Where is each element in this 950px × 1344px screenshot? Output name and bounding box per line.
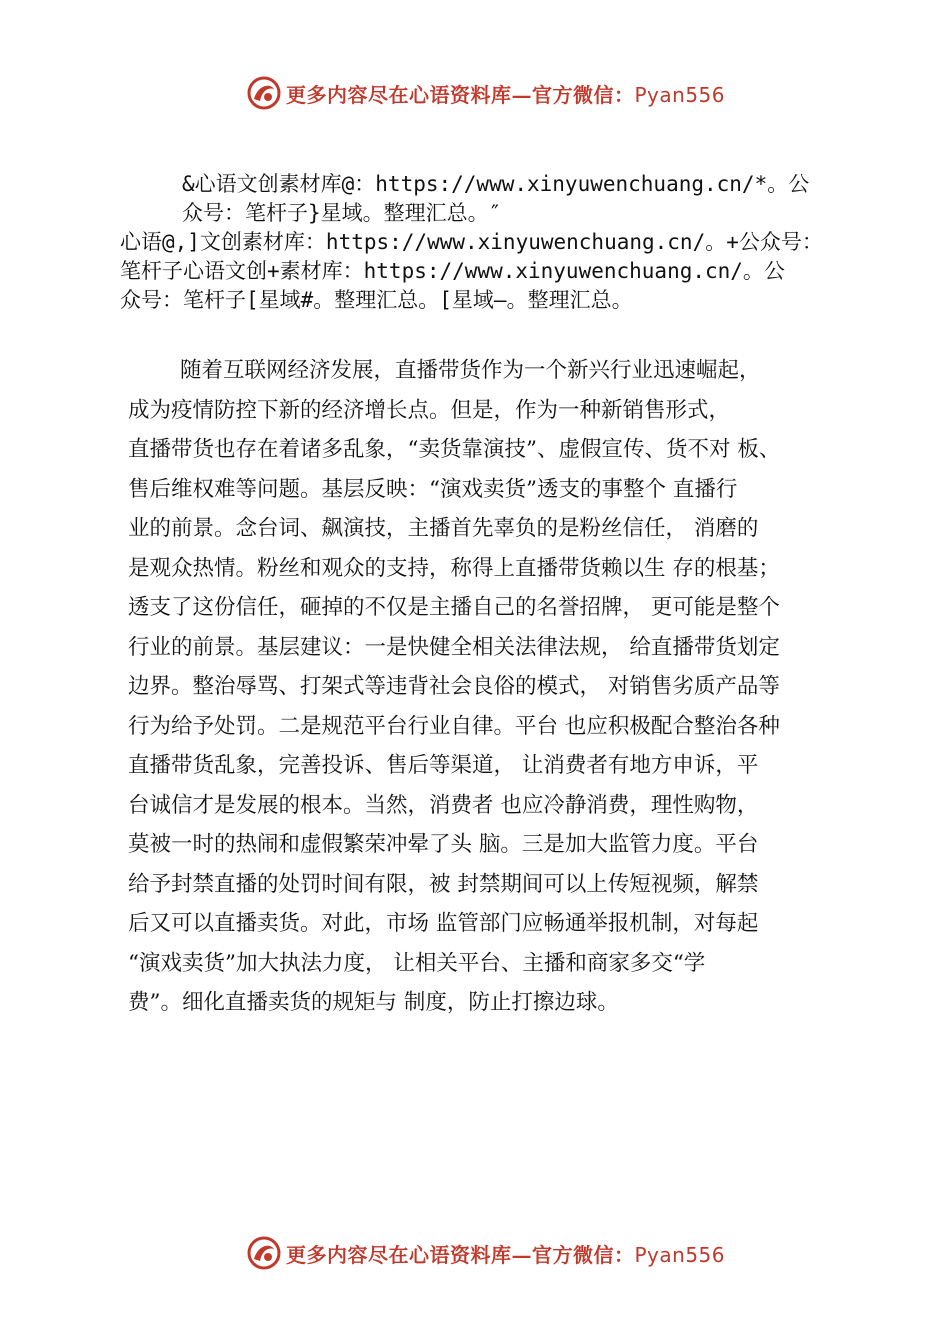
watermark-line: 心语@,]文创素材库：https://www.xinyuwenchuang.cn/。+公众号： (120, 230, 823, 254)
body-line: 业的前景。念台词、飙演技，主播首先辜负的是粉丝信任， 消磨的 (128, 516, 759, 541)
header-banner (246, 73, 725, 113)
body-line: 直播带货乱象，完善投诉、售后等渠道， 让消费者有地方申诉，平 (128, 753, 759, 778)
watermark-text-block (120, 170, 880, 315)
body-line: 直播带货也存在着诸多乱象，“卖货靠演技”、虚假宣传、货不对 板、 (128, 437, 781, 462)
watermark-line: 众号：笔杆子}星域。整理汇总。″ (182, 201, 502, 225)
body-line: 边界。整治辱骂、打架式等违背社会良俗的模式， 对销售劣质产品等 (128, 674, 780, 699)
body-line: 透支了这份信任，砸掉的不仅是主播自己的名誉招牌， 更可能是整个 (128, 595, 780, 620)
body-line: 行为给予处罚。二是规范平台行业自律。平台 也应积极配合整治各种 (128, 713, 780, 739)
body-line: 成为疫情防控下新的经济增长点。但是，作为一种新销售形式， (128, 397, 731, 423)
footer-banner-text: 更多内容尽在心语资料库—官方微信：Pyan556 (286, 1242, 726, 1267)
body-line: 行业的前景。基层建议：一是快健全相关法律法规， 给直播带货划定 (128, 634, 780, 660)
watermark-line: 众号：笔杆子[星域#。整理汇总。[星域—。整理汇总。 (120, 288, 633, 312)
footer-banner (246, 1233, 725, 1273)
watermark-line: 笔杆子心语文创+素材库：https://www.xinyuwenchuang.cn/。公 (120, 259, 785, 283)
body-line: 费”。细化直播卖货的规矩与 制度，防止打擦边球。 (128, 990, 619, 1015)
body-line: “演戏卖货”加大执法力度， 让相关平台、主播和商家多交“学 (128, 950, 706, 976)
body-line: 台诚信才是发展的根本。当然，消费者 也应冷静消费，理性购物， (128, 792, 759, 818)
body-line: 随着互联网经济发展，直播带货作为一个新兴行业迅速崛起， (180, 358, 761, 383)
watermark-line: &心语文创素材库@：https://www.xinyuwenchuang.cn/*。公 (182, 172, 810, 196)
article-body (128, 351, 868, 1023)
body-line: 售后维权难等问题。基层反映：“演戏卖货”透支的事整个 直播行 (128, 476, 738, 502)
xinyu-logo-icon (246, 75, 282, 111)
header-banner-text: 更多内容尽在心语资料库—官方微信：Pyan556 (286, 82, 726, 107)
body-line: 给予封禁直播的处罚时间有限，被 封禁期间可以上传短视频，解禁 (128, 871, 759, 897)
body-line: 莫被一时的热闹和虚假繁荣冲晕了头 脑。三是加大监管力度。平台 (128, 832, 759, 857)
body-line: 是观众热情。粉丝和观众的支持，称得上直播带货赖以生 存的根基； (128, 555, 780, 581)
xinyu-logo-icon (246, 1235, 282, 1271)
body-line: 后又可以直播卖货。对此，市场 监管部门应畅通举报机制，对每起 (128, 911, 759, 936)
